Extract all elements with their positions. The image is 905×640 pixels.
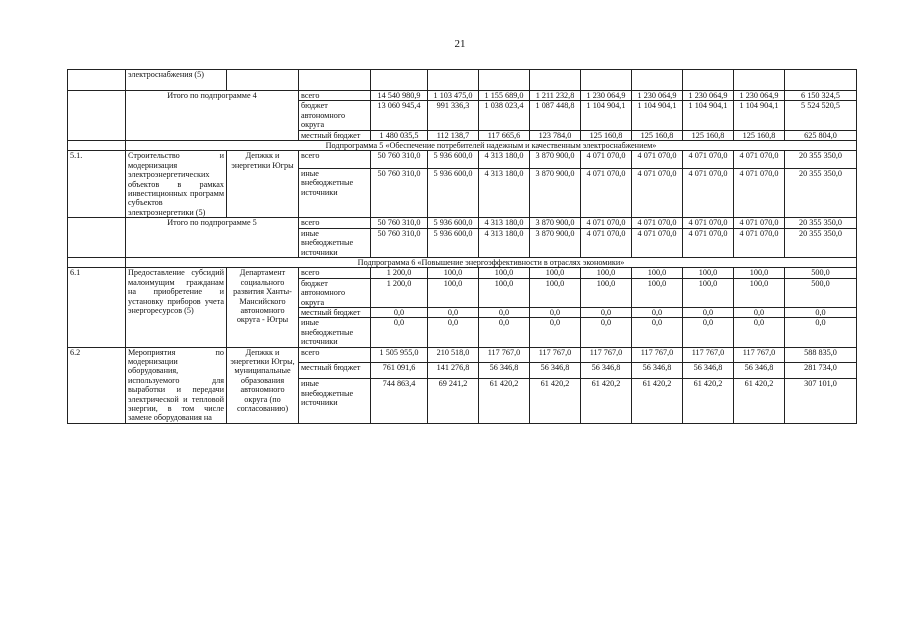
cell-value: 100,0 <box>581 278 632 307</box>
table-row <box>68 347 857 363</box>
cell-value: 100,0 <box>581 268 632 278</box>
cell-value: 56 346,8 <box>530 363 581 379</box>
cell-value: 13 060 945,4 <box>371 101 428 130</box>
cell-value: 5 936 600,0 <box>428 228 479 257</box>
cell-value: 5 936 600,0 <box>428 151 479 169</box>
cell-empty <box>581 70 632 91</box>
table-row <box>68 218 857 228</box>
cell-total: 500,0 <box>785 268 857 278</box>
subprogram-title: Подпрограмма 5 «Обеспечение потребителей надежным и качественным электроснабжением» <box>126 141 857 151</box>
cell-value: 1 480 035,5 <box>371 130 428 140</box>
cell-value: 0,0 <box>428 307 479 317</box>
cell-value: 100,0 <box>479 278 530 307</box>
cell-value: 56 346,8 <box>581 363 632 379</box>
subtotal-label: Итого по подпрограмме 5 <box>126 218 299 258</box>
cell-value: 100,0 <box>530 278 581 307</box>
cell-value: 112 138,7 <box>428 130 479 140</box>
cell-value: 117 767,0 <box>632 347 683 363</box>
cell-value: 0,0 <box>530 318 581 347</box>
cell-value: 0,0 <box>371 307 428 317</box>
cell-value: 61 420,2 <box>683 379 734 424</box>
cell-source: всего <box>299 91 371 101</box>
cell-measure-name: Предоставление субсидий малоимущим гражданам на приобретение и установку приборов учета энергоресурсов (5) <box>126 268 227 347</box>
cell-value: 4 313 180,0 <box>479 151 530 169</box>
table-row <box>68 268 857 278</box>
cell-value: 0,0 <box>632 307 683 317</box>
cell-source: бюджет автономного округа <box>299 278 371 307</box>
cell-source: всего <box>299 151 371 169</box>
cell-source: местный бюджет <box>299 363 371 379</box>
cell-value: 3 870 900,0 <box>530 151 581 169</box>
cell-num: 6.2 <box>68 347 126 423</box>
cell-total: 500,0 <box>785 278 857 307</box>
cell-value: 0,0 <box>479 318 530 347</box>
cell-value: 1 230 064,9 <box>683 91 734 101</box>
cell-value: 4 071 070,0 <box>734 228 785 257</box>
cell-value: 100,0 <box>479 268 530 278</box>
cell-source: иные внебюджетные источники <box>299 379 371 424</box>
cell-value: 0,0 <box>479 307 530 317</box>
cell-value: 117 767,0 <box>734 347 785 363</box>
cell-value: 1 038 023,4 <box>479 101 530 130</box>
cell-value: 61 420,2 <box>530 379 581 424</box>
cell-value: 100,0 <box>683 268 734 278</box>
cell-value: 117 767,0 <box>683 347 734 363</box>
subprogram-row <box>68 141 857 151</box>
cell-empty <box>479 70 530 91</box>
cell-value: 69 241,2 <box>428 379 479 424</box>
page-number: 21 <box>454 38 466 50</box>
cell-total: 588 835,0 <box>785 347 857 363</box>
cell-source: всего <box>299 347 371 363</box>
cell-value: 4 071 070,0 <box>683 228 734 257</box>
cell-value: 50 760 310,0 <box>371 218 428 228</box>
cell-value: 61 420,2 <box>734 379 785 424</box>
cell-value: 141 276,8 <box>428 363 479 379</box>
cell-executor: Департамент социального развития Ханты-Мансийского автономного округа - Югры <box>227 268 299 347</box>
cell-value: 1 200,0 <box>371 268 428 278</box>
cell-value: 0,0 <box>734 318 785 347</box>
table-row <box>68 70 857 91</box>
cell-value: 4 071 070,0 <box>632 218 683 228</box>
cell-value: 5 936 600,0 <box>428 218 479 228</box>
cell-empty <box>428 70 479 91</box>
cell-total: 20 355 350,0 <box>785 151 857 169</box>
cell-total: 281 734,0 <box>785 363 857 379</box>
cell-value: 4 071 070,0 <box>734 151 785 169</box>
cell-source: иные внебюджетные источники <box>299 228 371 257</box>
cell-value: 1 103 475,0 <box>428 91 479 101</box>
cell-value: 0,0 <box>581 318 632 347</box>
cell-empty <box>683 70 734 91</box>
cell-value: 1 230 064,9 <box>734 91 785 101</box>
cell-value: 50 760 310,0 <box>371 228 428 257</box>
cell-source: бюджет автономного округа <box>299 101 371 130</box>
cell-value: 0,0 <box>581 307 632 317</box>
cell-value: 0,0 <box>530 307 581 317</box>
cell-source: местный бюджет <box>299 130 371 140</box>
cell-value: 4 071 070,0 <box>581 168 632 217</box>
cell-value: 100,0 <box>734 268 785 278</box>
cell-source: местный бюджет <box>299 307 371 317</box>
cell-value: 4 071 070,0 <box>581 218 632 228</box>
cell-value: 100,0 <box>428 278 479 307</box>
cell-value: 4 313 180,0 <box>479 168 530 217</box>
cell-value: 100,0 <box>530 268 581 278</box>
cell-value: 117 767,0 <box>530 347 581 363</box>
cell-value: 4 313 180,0 <box>479 228 530 257</box>
cell-total: 20 355 350,0 <box>785 228 857 257</box>
cell-total: 20 355 350,0 <box>785 168 857 217</box>
cell-source: всего <box>299 268 371 278</box>
cell-source: иные внебюджетные источники <box>299 168 371 217</box>
cell-value: 0,0 <box>683 307 734 317</box>
cell-measure-name: электроснабжения (5) <box>126 70 227 91</box>
cell-empty <box>785 70 857 91</box>
cell-value: 117 767,0 <box>479 347 530 363</box>
cell-value: 0,0 <box>371 318 428 347</box>
cell-value: 4 071 070,0 <box>683 168 734 217</box>
cell-value: 4 071 070,0 <box>734 218 785 228</box>
cell-value: 125 160,8 <box>734 130 785 140</box>
cell-num <box>68 257 126 267</box>
cell-value: 1 104 904,1 <box>683 101 734 130</box>
cell-value: 56 346,8 <box>632 363 683 379</box>
cell-value: 1 230 064,9 <box>632 91 683 101</box>
cell-value: 56 346,8 <box>734 363 785 379</box>
cell-value: 4 071 070,0 <box>683 151 734 169</box>
cell-value: 0,0 <box>683 318 734 347</box>
cell-value: 4 071 070,0 <box>632 168 683 217</box>
cell-value: 14 540 980,9 <box>371 91 428 101</box>
cell-source: иные внебюджетные источники <box>299 318 371 347</box>
cell-value: 0,0 <box>428 318 479 347</box>
cell-executor: Депжкк и энергетики Югры <box>227 151 299 218</box>
cell-executor: Депжкк и энергетики Югры, муниципальные образования автономного округа (по согласованию) <box>227 347 299 423</box>
cell-empty <box>227 70 299 91</box>
cell-value: 117 767,0 <box>581 347 632 363</box>
cell-value: 3 870 900,0 <box>530 228 581 257</box>
cell-num <box>68 141 126 151</box>
cell-value: 4 071 070,0 <box>683 218 734 228</box>
cell-value: 100,0 <box>632 278 683 307</box>
table-row <box>68 151 857 169</box>
cell-empty <box>530 70 581 91</box>
cell-value: 1 155 689,0 <box>479 91 530 101</box>
cell-measure-name: Мероприятия по модернизации оборудования, используемого для выработки и передачи электрической и тепловой энергии, в том числе замене оборудования на <box>126 347 227 423</box>
cell-total: 625 804,0 <box>785 130 857 140</box>
cell-value: 125 160,8 <box>683 130 734 140</box>
cell-value: 50 760 310,0 <box>371 168 428 217</box>
cell-measure-name: Строительство и модернизация электроэнергетических объектов в рамках инвестиционных программ субъектов электроэнергетики (5) <box>126 151 227 218</box>
cell-value: 4 071 070,0 <box>734 168 785 217</box>
cell-empty <box>299 70 371 91</box>
cell-num <box>68 218 126 258</box>
cell-num: 6.1 <box>68 268 126 347</box>
cell-value: 1 230 064,9 <box>581 91 632 101</box>
cell-value: 100,0 <box>632 268 683 278</box>
cell-total: 6 150 324,5 <box>785 91 857 101</box>
cell-value: 50 760 310,0 <box>371 151 428 169</box>
cell-value: 100,0 <box>734 278 785 307</box>
cell-value: 1 104 904,1 <box>632 101 683 130</box>
subtotal-label: Итого по подпрограмме 4 <box>126 91 299 141</box>
cell-value: 4 071 070,0 <box>632 151 683 169</box>
cell-value: 100,0 <box>683 278 734 307</box>
cell-value: 991 336,3 <box>428 101 479 130</box>
cell-value: 125 160,8 <box>581 130 632 140</box>
cell-total: 0,0 <box>785 307 857 317</box>
cell-num: 5.1. <box>68 151 126 218</box>
cell-value: 1 505 955,0 <box>371 347 428 363</box>
cell-value: 1 200,0 <box>371 278 428 307</box>
subprogram-row <box>68 257 857 267</box>
cell-value: 61 420,2 <box>632 379 683 424</box>
cell-value: 117 665,6 <box>479 130 530 140</box>
cell-total: 20 355 350,0 <box>785 218 857 228</box>
cell-value: 4 071 070,0 <box>581 228 632 257</box>
cell-empty <box>734 70 785 91</box>
cell-value: 56 346,8 <box>479 363 530 379</box>
cell-value: 744 863,4 <box>371 379 428 424</box>
cell-value: 4 071 070,0 <box>632 228 683 257</box>
cell-value: 61 420,2 <box>479 379 530 424</box>
cell-value: 3 870 900,0 <box>530 218 581 228</box>
cell-value: 125 160,8 <box>632 130 683 140</box>
cell-value: 0,0 <box>632 318 683 347</box>
subprogram-title: Подпрограмма 6 «Повышение энергоэффективности в отраслях экономики» <box>126 257 857 267</box>
cell-value: 4 313 180,0 <box>479 218 530 228</box>
cell-value: 123 784,0 <box>530 130 581 140</box>
cell-value: 56 346,8 <box>683 363 734 379</box>
cell-value: 1 211 232,8 <box>530 91 581 101</box>
cell-value: 3 870 900,0 <box>530 168 581 217</box>
cell-value: 761 091,6 <box>371 363 428 379</box>
cell-value: 1 104 904,1 <box>581 101 632 130</box>
cell-value: 1 087 448,8 <box>530 101 581 130</box>
cell-value: 61 420,2 <box>581 379 632 424</box>
cell-total: 0,0 <box>785 318 857 347</box>
cell-value: 210 518,0 <box>428 347 479 363</box>
cell-value: 0,0 <box>734 307 785 317</box>
cell-value: 1 104 904,1 <box>734 101 785 130</box>
cell-num <box>68 91 126 141</box>
cell-empty <box>371 70 428 91</box>
cell-empty <box>632 70 683 91</box>
cell-value: 4 071 070,0 <box>581 151 632 169</box>
budget-table <box>67 69 857 424</box>
cell-total: 307 101,0 <box>785 379 857 424</box>
cell-num <box>68 70 126 91</box>
cell-value: 5 936 600,0 <box>428 168 479 217</box>
cell-value: 100,0 <box>428 268 479 278</box>
table-row <box>68 91 857 101</box>
cell-total: 5 524 520,5 <box>785 101 857 130</box>
cell-source: всего <box>299 218 371 228</box>
